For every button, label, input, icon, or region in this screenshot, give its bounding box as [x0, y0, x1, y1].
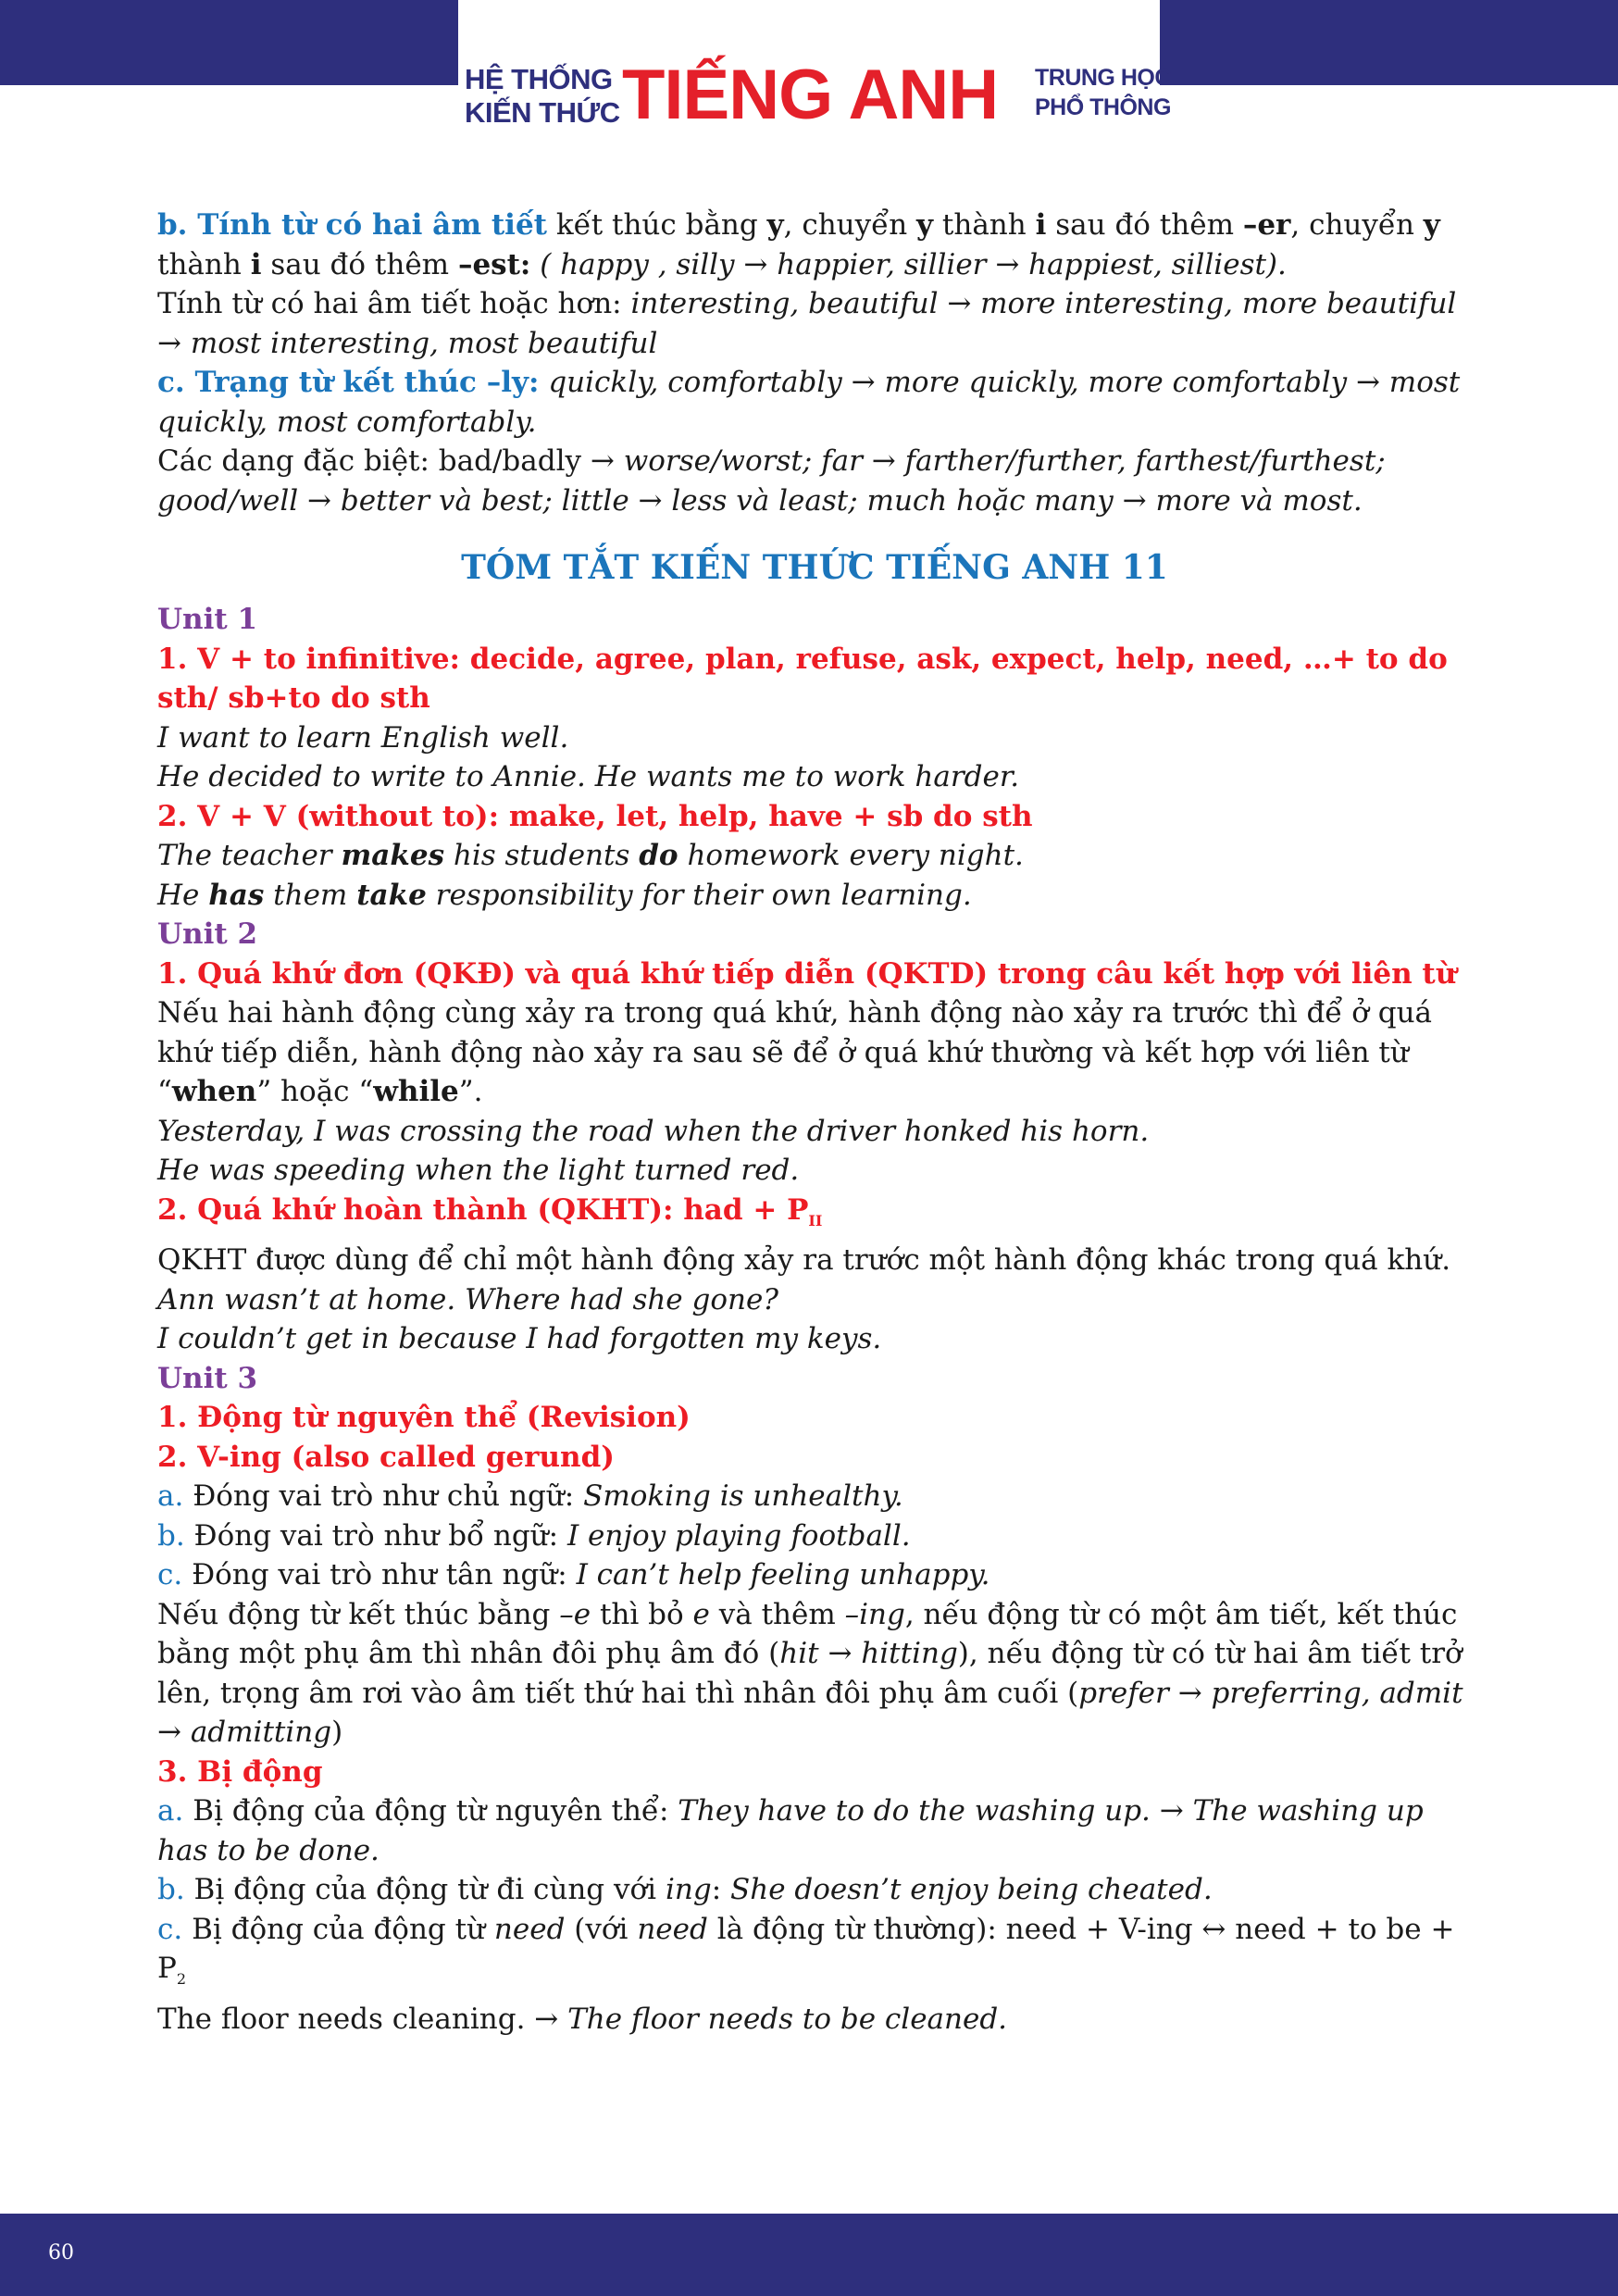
unit-3-rule-1: 1. Động từ nguyên thể (Revision) [157, 1401, 691, 1435]
unit-2-explanation-2: QKHT được dùng để chỉ một hành động xảy ra trước một hành động khác trong quá khứ. [157, 1243, 1451, 1278]
header-logo [0, 56, 1618, 157]
unit-3-gerund-b: b. Đóng vai trò như bổ ngữ: I enjoy playing football. [157, 1518, 911, 1553]
unit-3-passive-a: a. Bị động của động từ nguyên thể: They have to do the washing up. → The washing up has to be done. [157, 1794, 1424, 1867]
logo-left-text: HỆ THỐNG KIẾN THỨC [465, 63, 620, 129]
paragraph-special-forms: Các dạng đặc biệt: bad/badly → worse/worst; far → farther/further, farthest/furthest; good/well → better và best; little → less và least; much hoặc many → more và most. [157, 444, 1386, 518]
unit-3-rule-2: 2. V-ing (also called gerund) [157, 1440, 615, 1474]
unit-2-rule-2: 2. Quá khứ hoàn thành (QKHT): had + $P_{II}$ [157, 1192, 823, 1229]
unit-2-example-4: I couldn’t get in because I had forgotten my keys. [157, 1322, 882, 1356]
page-content [157, 206, 1472, 2039]
logo-right-text: TRUNG HỌC PHỔ THÔNG [1035, 65, 1171, 120]
unit-1-example-3: The teacher makes his students do homework every night. [157, 839, 1024, 872]
unit-2-example-3: Ann wasn’t at home. Where had she gone? [157, 1282, 778, 1316]
unit-2-heading: Unit 2 [157, 917, 258, 951]
unit-1-example-2: He decided to write to Annie. He wants me to work harder. [157, 760, 1020, 793]
unit-1-example-1: I want to learn English well. [157, 720, 569, 755]
unit-1-rule-2: 2. V + V (without to): make, let, help, have + sb do sth [157, 799, 1033, 833]
paragraph-b-adjectives: b. Tính từ có hai âm tiết kết thúc bằng y, chuyển y thành i sau đó thêm –er, chuyển y thành i sau đó thêm –est: ( happy , silly → happier, sillier → happiest, silliest). [157, 208, 1440, 281]
unit-3-passive-example: The floor needs cleaning. → The floor needs to be cleaned. [157, 2002, 1008, 2036]
unit-3-passive-c: c. Bị động của động từ need (với need là động từ thường): need + V-ing ↔ need + to be + $P_2$ [157, 1912, 1455, 1989]
unit-2-example-2: He was speeding when the light turned red. [157, 1154, 800, 1187]
unit-3-spelling-rule: Nếu động từ kết thúc bằng –e thì bỏ e và thêm –ing, nếu động từ có một âm tiết, kết thúc bằng một phụ âm thì nhân đôi phụ âm đó (hit → hitting), nếu động từ có từ hai âm tiết trở lên, trọng âm rơi vào âm tiết thứ hai thì nhân đôi phụ âm cuối (prefer → preferring, admit → admitting) [157, 1597, 1463, 1750]
paragraph-c-adverbs: c. Trạng từ kết thúc –ly: quickly, comfortably → more quickly, more comfortably → most quickly, most comfortably. [157, 366, 1461, 439]
footer-bar [0, 2214, 1618, 2296]
unit-3-rule-3: 3. Bị động [157, 1754, 323, 1789]
unit-3-heading: Unit 3 [157, 1361, 258, 1395]
unit-2-example-1: Yesterday, I was crossing the road when the driver honked his horn. [157, 1114, 1150, 1148]
unit-2-rule-1: 1. Quá khứ đơn (QKĐ) và quá khứ tiếp diễn (QKTD) trong câu kết hợp với liên từ [157, 956, 1457, 991]
paragraph-two-syllable: Tính từ có hai âm tiết hoặc hơn: interesting, beautiful → more interesting, more beautiful → most interesting, most beautiful [157, 287, 1457, 360]
unit-1-example-4: He has them take responsibility for their own learning. [157, 878, 972, 912]
section-title: TÓM TẮT KIẾN THỨC TIẾNG ANH 11 [461, 548, 1168, 587]
logo-title: TIẾNG ANH [622, 56, 999, 134]
page-number: 60 [48, 2241, 74, 2265]
unit-3-passive-b: b. Bị động của động từ đi cùng với ing: She doesn’t enjoy being cheated. [157, 1873, 1213, 1907]
unit-1-rule-1: 1. V + to infinitive: decide, agree, plan, refuse, ask, expect, help, need, …+ to do sth/ sb+to do sth [157, 642, 1448, 715]
unit-2-explanation-1: Nếu hai hành động cùng xảy ra trong quá khứ, hành động nào xảy ra trước thì để ở quá khứ tiếp diễn, hành động nào xảy ra sau sẽ để ở quá khứ thường và kết hợp với liên từ “when” hoặc “while”. [157, 996, 1433, 1108]
unit-1-heading: Unit 1 [157, 603, 258, 636]
unit-3-gerund-c: c. Đóng vai trò như tân ngữ: I can’t help feeling unhappy. [157, 1558, 990, 1592]
unit-3-gerund-a: a. Đóng vai trò như chủ ngữ: Smoking is unhealthy. [157, 1479, 903, 1514]
